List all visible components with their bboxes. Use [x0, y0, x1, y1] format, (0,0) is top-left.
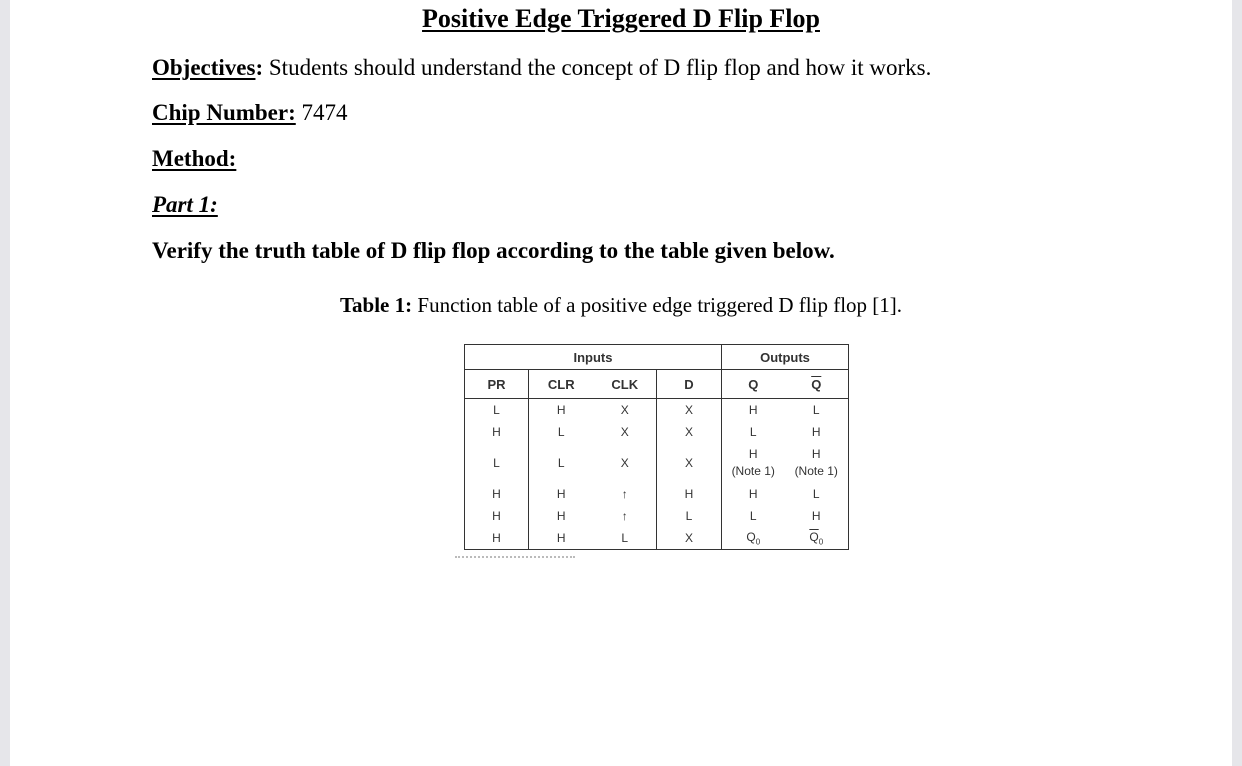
cell-q	[722, 527, 785, 550]
chip-number-line	[152, 100, 348, 126]
table-group-header-row	[465, 345, 849, 370]
cell-d: X	[657, 527, 722, 550]
chip-number-value: 7474	[295, 100, 348, 125]
cell-q: L	[749, 425, 757, 439]
page-title: Positive Edge Triggered D Flip Flop	[422, 4, 820, 33]
cell-q-value: H	[748, 447, 758, 461]
function-table	[464, 344, 849, 550]
cell-q-bar: L	[812, 487, 820, 501]
cell-clr: L	[557, 455, 565, 470]
cell-pr: H	[465, 505, 529, 527]
note-1-q-bar: (Note 1)	[794, 464, 838, 478]
cropped-text-remnant	[455, 556, 575, 560]
objectives-line	[152, 55, 931, 81]
objectives-label: Objectives	[152, 55, 256, 80]
cell-pr: H	[465, 527, 529, 550]
cell-q-bar	[785, 527, 849, 550]
cell-q-bar: H	[811, 425, 821, 439]
q-bar-label: $\overline{Q}$	[811, 376, 822, 392]
cell-clk: X	[594, 421, 657, 443]
cell-d: X	[657, 399, 722, 422]
table-row	[465, 505, 849, 527]
cell-clk: ↑	[594, 505, 657, 527]
cell-pr: L	[465, 399, 529, 422]
cell-q-bar	[785, 443, 849, 483]
col-header-d: D	[657, 370, 722, 399]
table-row	[465, 443, 849, 483]
cell-q-bar-value: H	[811, 447, 821, 461]
inputs-group-header: Inputs	[465, 345, 722, 370]
part-heading: Part 1:	[152, 192, 218, 217]
cell-clr: H	[556, 531, 566, 545]
outputs-group-header: Outputs	[722, 345, 849, 370]
cell-d: X	[657, 421, 722, 443]
table-caption	[0, 293, 1242, 318]
table-column-header-row	[465, 370, 849, 399]
q0-subscript: 0	[755, 537, 761, 547]
cell-clk: ↑	[594, 483, 657, 505]
cell-q-bar: H	[811, 509, 821, 523]
table-row	[465, 483, 849, 505]
cell-pr: L	[465, 443, 529, 483]
objectives-colon: :	[255, 55, 264, 80]
cell-clk: X	[594, 443, 657, 483]
cell-q: H	[748, 403, 758, 417]
chip-number-label: Chip Number:	[152, 100, 296, 125]
col-header-q: Q	[722, 370, 785, 399]
cell-clr: L	[557, 425, 565, 439]
cell-q	[722, 443, 785, 483]
col-header-q-bar	[785, 370, 849, 399]
cell-clr: H	[556, 403, 566, 417]
cell-d: L	[657, 505, 722, 527]
cell-q: H	[748, 487, 758, 501]
objectives-text: Students should understand the concept of D flip flop and how it works.	[263, 55, 932, 80]
table-caption-label: Table 1:	[339, 293, 413, 317]
cell-pr: H	[465, 483, 529, 505]
cell-q: L	[749, 509, 757, 523]
cell-q-bar: L	[812, 403, 820, 417]
cell-clk: X	[594, 399, 657, 422]
col-header-pr: PR	[465, 370, 529, 399]
table-row	[465, 527, 849, 550]
col-header-clr: CLR	[529, 370, 594, 399]
method-line	[152, 146, 236, 172]
table-row	[465, 399, 849, 422]
cell-clr: H	[556, 487, 566, 501]
cell-clr: H	[556, 509, 566, 523]
table-row	[465, 421, 849, 443]
method-label: Method:	[152, 146, 237, 171]
q0-bar-symbol: $\overline{Q}$	[809, 529, 819, 544]
cell-pr: H	[465, 421, 529, 443]
table-caption-text: Function table of a positive edge triggered D flip flop [1].	[412, 293, 903, 317]
q0-symbol: Q	[746, 529, 756, 544]
cell-clk: L	[594, 527, 657, 550]
cell-d: H	[657, 483, 722, 505]
cell-d: X	[657, 443, 722, 483]
q0-bar-subscript: 0	[818, 537, 824, 547]
note-1-q: (Note 1)	[731, 464, 775, 478]
instruction-text: Verify the truth table of D flip flop according to the table given below.	[152, 238, 835, 263]
col-header-clk: CLK	[594, 370, 657, 399]
